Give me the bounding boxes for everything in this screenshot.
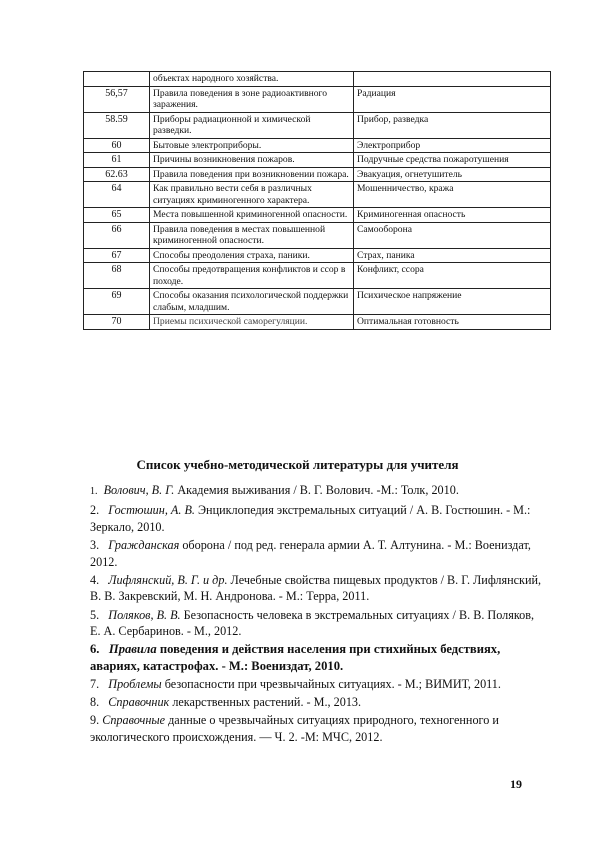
item-author: Правила	[108, 642, 157, 657]
lesson-number-cell: 60	[84, 138, 150, 153]
table-row	[84, 138, 551, 153]
lesson-keywords-cell: Эвакуация, огнетушитель	[354, 167, 551, 182]
literature-item	[90, 712, 542, 745]
item-author: Гражданская	[108, 537, 180, 552]
lesson-number-cell: 56,57	[84, 86, 150, 112]
item-text: Академия выживания / В. Г. Волович. -М.: Толк, 2010.	[174, 483, 459, 497]
item-author: Гостюшин, А. В.	[108, 503, 195, 518]
lesson-topic-cell: Как правильно вести себя в различных ситуациях криминогенного характера.	[150, 182, 354, 208]
lesson-topic-cell: Причины возникновения пожаров.	[150, 153, 354, 168]
lesson-topic-cell: Правила поведения в зоне радиоактивного заражения.	[150, 86, 354, 112]
lesson-keywords-cell	[354, 72, 551, 87]
lesson-topic-cell: Места повышенной криминогенной опасности.	[150, 208, 354, 223]
lesson-number-cell: 67	[84, 248, 150, 263]
literature-list	[90, 482, 542, 747]
lesson-topic-cell: Способы преодоления страха, паники.	[150, 248, 354, 263]
lesson-keywords-cell: Прибор, разведка	[354, 112, 551, 138]
table-row	[84, 289, 551, 315]
table-row	[84, 112, 551, 138]
item-author: Проблемы	[108, 677, 162, 692]
literature-item	[90, 502, 542, 535]
lesson-topic-cell: Бытовые электроприборы.	[150, 138, 354, 153]
item-text: данные о чрезвычайных ситуациях природного, техногенного и экологического происхождения. — Ч. 2. -М: МЧС, 2012.	[90, 713, 499, 745]
lesson-number-cell	[84, 72, 150, 87]
table-row	[84, 208, 551, 223]
lesson-keywords-cell: Радиация	[354, 86, 551, 112]
item-author: Лифлянский, В. Г. и др.	[108, 572, 228, 587]
lesson-keywords-cell: Конфликт, ссора	[354, 263, 551, 289]
lesson-number-cell: 62.63	[84, 167, 150, 182]
lesson-topic-cell: Правила поведения в местах повышенной криминогенной опасности.	[150, 222, 354, 248]
item-number: 4.	[90, 572, 100, 587]
lesson-keywords-cell: Мошенничество, кража	[354, 182, 551, 208]
item-author: Поляков, В. В.	[108, 607, 181, 622]
table-row	[84, 72, 551, 87]
page-number: 19	[510, 777, 522, 791]
table-row	[84, 248, 551, 263]
lesson-topic-cell: Способы предотвращения конфликтов и ссор в походе.	[150, 263, 354, 289]
lesson-topic-cell: Приборы радиационной и химической разведки.	[150, 112, 354, 138]
lesson-topic-cell: Правила поведения при возникновении пожара.	[150, 167, 354, 182]
item-number: 8.	[90, 695, 100, 710]
lesson-keywords-cell: Подручные средства пожаротушения	[354, 153, 551, 168]
item-text: поведения и действия населения при стихийных бедствиях, авариях, катастрофах. - М.: Воениздат, 2010.	[90, 642, 501, 673]
item-number: 6.	[90, 642, 100, 657]
item-text: оборона / под ред. генерала армии А. Т. Алтунина. - М.: Воениздат, 2012.	[90, 537, 531, 569]
lesson-keywords-cell: Криминогенная опасность	[354, 208, 551, 223]
item-number: 7.	[90, 677, 100, 692]
lesson-keywords-cell: Самооборона	[354, 222, 551, 248]
item-text: Безопасность человека в экстремальных ситуациях / В. В. Поляков, Е. А. Сербаринов. - М., 2012.	[90, 607, 535, 639]
item-number: 9.	[90, 713, 100, 728]
lesson-number-cell: 69	[84, 289, 150, 315]
lesson-keywords-cell: Оптимальная готовность	[354, 315, 551, 330]
literature-item	[90, 641, 542, 674]
item-text: Лечебные свойства пищевых продуктов / В. Г. Лифлянский, В. В. Закревский, М. Н. Андронова. - М.: Терра, 2011.	[90, 572, 542, 604]
lesson-topic-cell: Способы оказания психологической поддержки слабым, младшим.	[150, 289, 354, 315]
item-number: 5.	[90, 607, 100, 622]
lesson-plan-table	[83, 71, 551, 330]
table-row	[84, 153, 551, 168]
literature-title: Список учебно-методической литературы для учителя	[136, 457, 459, 472]
item-author: Справочные	[102, 713, 166, 728]
item-text: Энциклопедия экстремальных ситуаций / А. В. Гостюшин. - М.: Зеркало, 2010.	[90, 503, 531, 534]
lesson-keywords-cell: Страх, паника	[354, 248, 551, 263]
lesson-topic-cell: Приемы психической саморегуляции.	[150, 315, 354, 330]
literature-item	[90, 572, 542, 605]
lesson-plan-table-body	[84, 72, 551, 330]
table-row	[84, 263, 551, 289]
table-row	[84, 167, 551, 182]
literature-item	[90, 482, 542, 501]
literature-item	[90, 537, 542, 570]
item-number: 3.	[90, 537, 100, 552]
lesson-number-cell: 70	[84, 315, 150, 330]
lesson-number-cell: 58.59	[84, 112, 150, 138]
item-text: лекарственных растений. - М., 2013.	[169, 695, 362, 710]
lesson-number-cell: 61	[84, 153, 150, 168]
item-number: 2.	[90, 503, 100, 518]
lesson-topic-cell: объектах народного хозяйства.	[150, 72, 354, 87]
lesson-keywords-cell: Психическое напряжение	[354, 289, 551, 315]
literature-item	[90, 676, 542, 693]
literature-item	[90, 694, 542, 711]
item-author: Волович, В. Г.	[103, 483, 175, 497]
lesson-keywords-cell: Электроприбор	[354, 138, 551, 153]
table-row	[84, 86, 551, 112]
lesson-number-cell: 65	[84, 208, 150, 223]
lesson-number-cell: 68	[84, 263, 150, 289]
table-row	[84, 222, 551, 248]
table-row	[84, 315, 551, 330]
lesson-number-cell: 66	[84, 222, 150, 248]
item-text: безопасности при чрезвычайных ситуациях. - М.; ВИМИТ, 2011.	[161, 677, 501, 692]
item-number: 1.	[90, 486, 98, 497]
table-row	[84, 182, 551, 208]
literature-item	[90, 607, 542, 640]
item-author: Справочник	[108, 695, 170, 710]
lesson-number-cell: 64	[84, 182, 150, 208]
